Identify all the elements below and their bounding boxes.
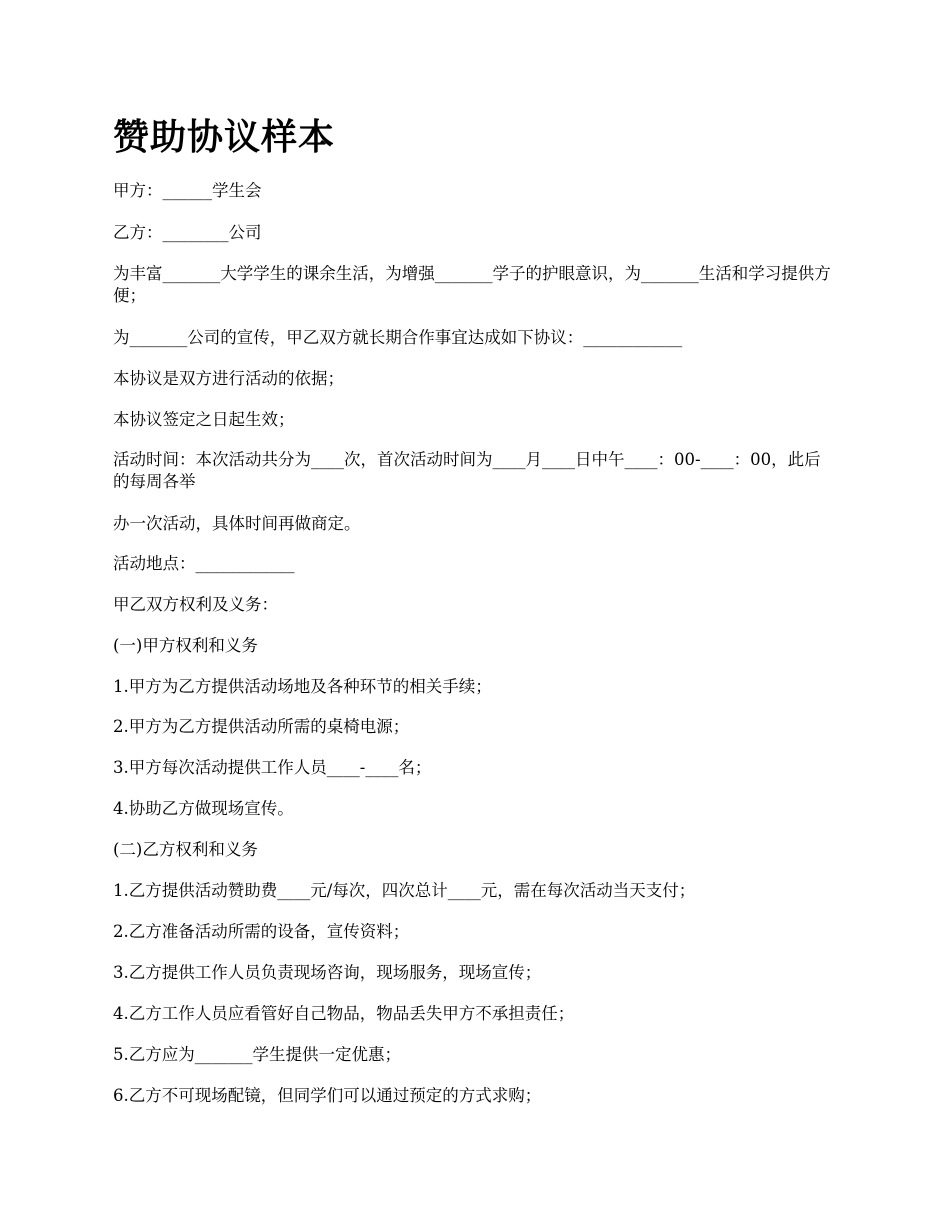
effective-clause: 本协议签定之日起生效； [113, 410, 295, 429]
party-a-item-4: 4.协助乙方做现场宣传。 [113, 799, 294, 818]
party-b-item-2: 2.乙方准备活动所需的设备，宣传资料； [113, 922, 410, 941]
agreement-intro-paragraph: 为_______公司的宣传，甲乙双方就长期合作事宜达成如下协议：____________ [113, 328, 683, 347]
party-a-item-2: 2.甲方为乙方提供活动所需的桌椅电源； [113, 717, 410, 736]
party-a-section-heading: (一)甲方权利和义务 [113, 636, 258, 655]
party-b-item-4: 4.乙方工作人员应看管好自己物品，物品丢失甲方不承担责任； [113, 1004, 575, 1023]
party-b-item-3: 3.乙方提供工作人员负责现场咨询，现场服务，现场宣传； [113, 963, 542, 982]
party-b-section-heading: (二)乙方权利和义务 [113, 840, 258, 859]
party-a-item-1: 1.甲方为乙方提供活动场地及各种环节的相关手续； [113, 677, 492, 696]
party-b-item-6: 6.乙方不可现场配镜，但同学们可以通过预定的方式求购； [113, 1086, 542, 1105]
party-a-line: 甲方：______学生会 [113, 181, 262, 200]
document-title: 赞助协议样本 [113, 116, 336, 158]
activity-location-line: 活动地点：____________ [113, 554, 295, 573]
activity-time-paragraph: 活动时间：本次活动共分为____次，首次活动时间为____月____日中午____：00-____：00，此后的每周各举 [113, 450, 821, 491]
purpose-paragraph: 为丰富_______大学学生的课余生活，为增强_______学子的护眼意识，为_______生活和学习提供方便； [113, 264, 831, 305]
rights-obligations-heading: 甲乙双方权利及义务： [113, 595, 278, 614]
party-b-item-5: 5.乙方应为_______学生提供一定优惠； [113, 1045, 401, 1064]
activity-schedule-paragraph: 办一次活动，具体时间再做商定。 [113, 514, 361, 533]
party-b-line: 乙方：________公司 [113, 223, 262, 242]
basis-clause: 本协议是双方进行活动的依据； [113, 369, 344, 388]
party-b-item-1: 1.乙方提供活动赞助费____元/每次，四次总计____元，需在每次活动当天支付； [113, 881, 696, 900]
party-a-item-3: 3.甲方每次活动提供工作人员____-____名； [113, 758, 432, 777]
